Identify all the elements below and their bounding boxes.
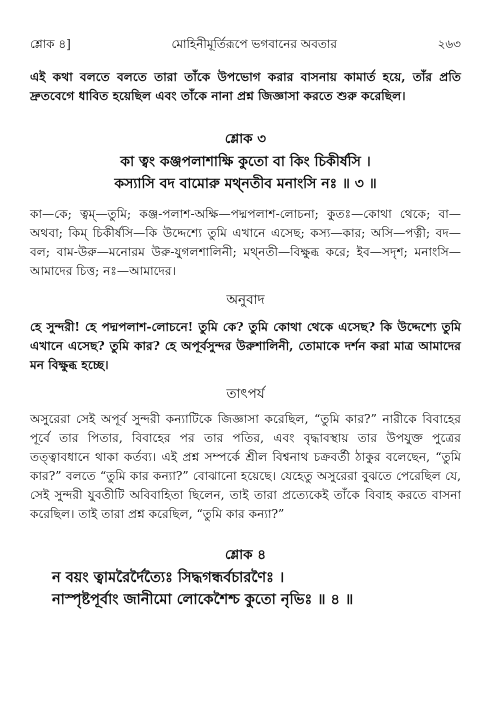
verse-4-heading: শ্লোক ৪ [224, 547, 267, 563]
running-header [30, 0, 461, 56]
header-page-number: ২৬৩ [437, 37, 461, 51]
synonyms-paragraph: কা—কে; ত্বম্—তুমি; কঞ্জ-পলাশ-অক্ষি—পদ্মপলাশ-লোচনা; কুতঃ—কোথা থেকে; বা—অথবা; কিম্ চিকীর্ষসি—কি উদ্দেশ্যে তুমি এখানে এসেছ; কস্য—কার; অসি—পত্নী; বদ—বল; বাম-উরু—মনোরম উরু-যুগলশালিনী; মথ্নতী—বিক্ষুব্ধ করে; ইব—সদৃশ; মনাংসি—আমাদের চিত্ত; নঃ—আমাদের। [30, 207, 461, 278]
verse-4-line-2: নাস্পৃষ্টপূর্বাং জানীমো লোকেশৈশ্চ কুতো নৃভিঃ ॥ ৪ ॥ [52, 591, 354, 608]
purport-paragraph: অসুরেরা সেই অপূর্ব সুন্দরী কন্যাটিকে জিজ্ঞাসা করেছিল, “তুমি কার?” নারীকে বিবাহের পূর্বে তার পিতার, বিবাহের পর তার পতির, এবং বৃদ্ধাবস্থায় তার উপযুক্ত পুত্রের তত্ত্বাবধানে থাকা কর্তব্য। এই প্রশ্ন সম্পর্কে শ্রীল বিশ্বনাথ চক্রবর্তী ঠাকুর বলেছেন, “তুমি কার?” বলতে “তুমি কার কন্যা?” বোঝানো হয়েছে। যেহেতু অসুরেরা বুঝতে পেরেছিল যে, সেই সুন্দরী যুবতীটি অবিবাহিতা ছিলেন, তাই তারা প্রত্যেকেই তাঁকে বিবাহ করতে বাসনা করেছিল। তাই তারা প্রশ্ন করেছিল, “তুমি কার কন্যা?” [30, 412, 461, 521]
purport-heading: তাৎপর্য [226, 386, 265, 402]
translation-paragraph: হে সুন্দরী! হে পদ্মপলাশ-লোচনে! তুমি কে? তুমি কোথা থেকে এসেছ? কি উদ্দেশ্যে তুমি এখানে এসেছ? তুমি কার? হে অপূর্বসুন্দর উরুশালিনী, তোমাকে দর্শন করা মাত্র আমাদের মন বিক্ষুব্ধ হচ্ছে। [30, 320, 461, 372]
intro-paragraph: এই কথা বলতে বলতে তারা তাঁকে উপভোগ করার বাসনায় কামার্ত হয়ে, তাঁর প্রতি দ্রুতবেগে ধাবিত হয়েছিল এবং তাঁকে নানা প্রশ্ন জিজ্ঞাসা করতে শুরু করেছিল। [30, 70, 461, 103]
header-chapter-title: মোহিনীমূর্তিরূপে ভগবানের অবতার [171, 37, 337, 51]
verse-3-heading: শ্লোক ৩ [224, 131, 267, 147]
translation-heading: অনুবাদ [226, 292, 265, 308]
verse-3-line-1: কা ত্বং কঞ্জপলাশাক্ষি কুতো বা কিং চিকীর্ষসি । [120, 154, 371, 170]
header-verse-ref: শ্লোক ৪] [30, 37, 71, 51]
verse-4-line-1: ন বয়ং ত্বামরৈর্দৈত্যৈঃ সিদ্ধগন্ধর্বচারণৈঃ । [52, 569, 285, 586]
verse-3-line-2: কস্যাসি বদ বামোরু মথ্নতীব মনাংসি নঃ ॥ ৩ ॥ [114, 176, 377, 192]
